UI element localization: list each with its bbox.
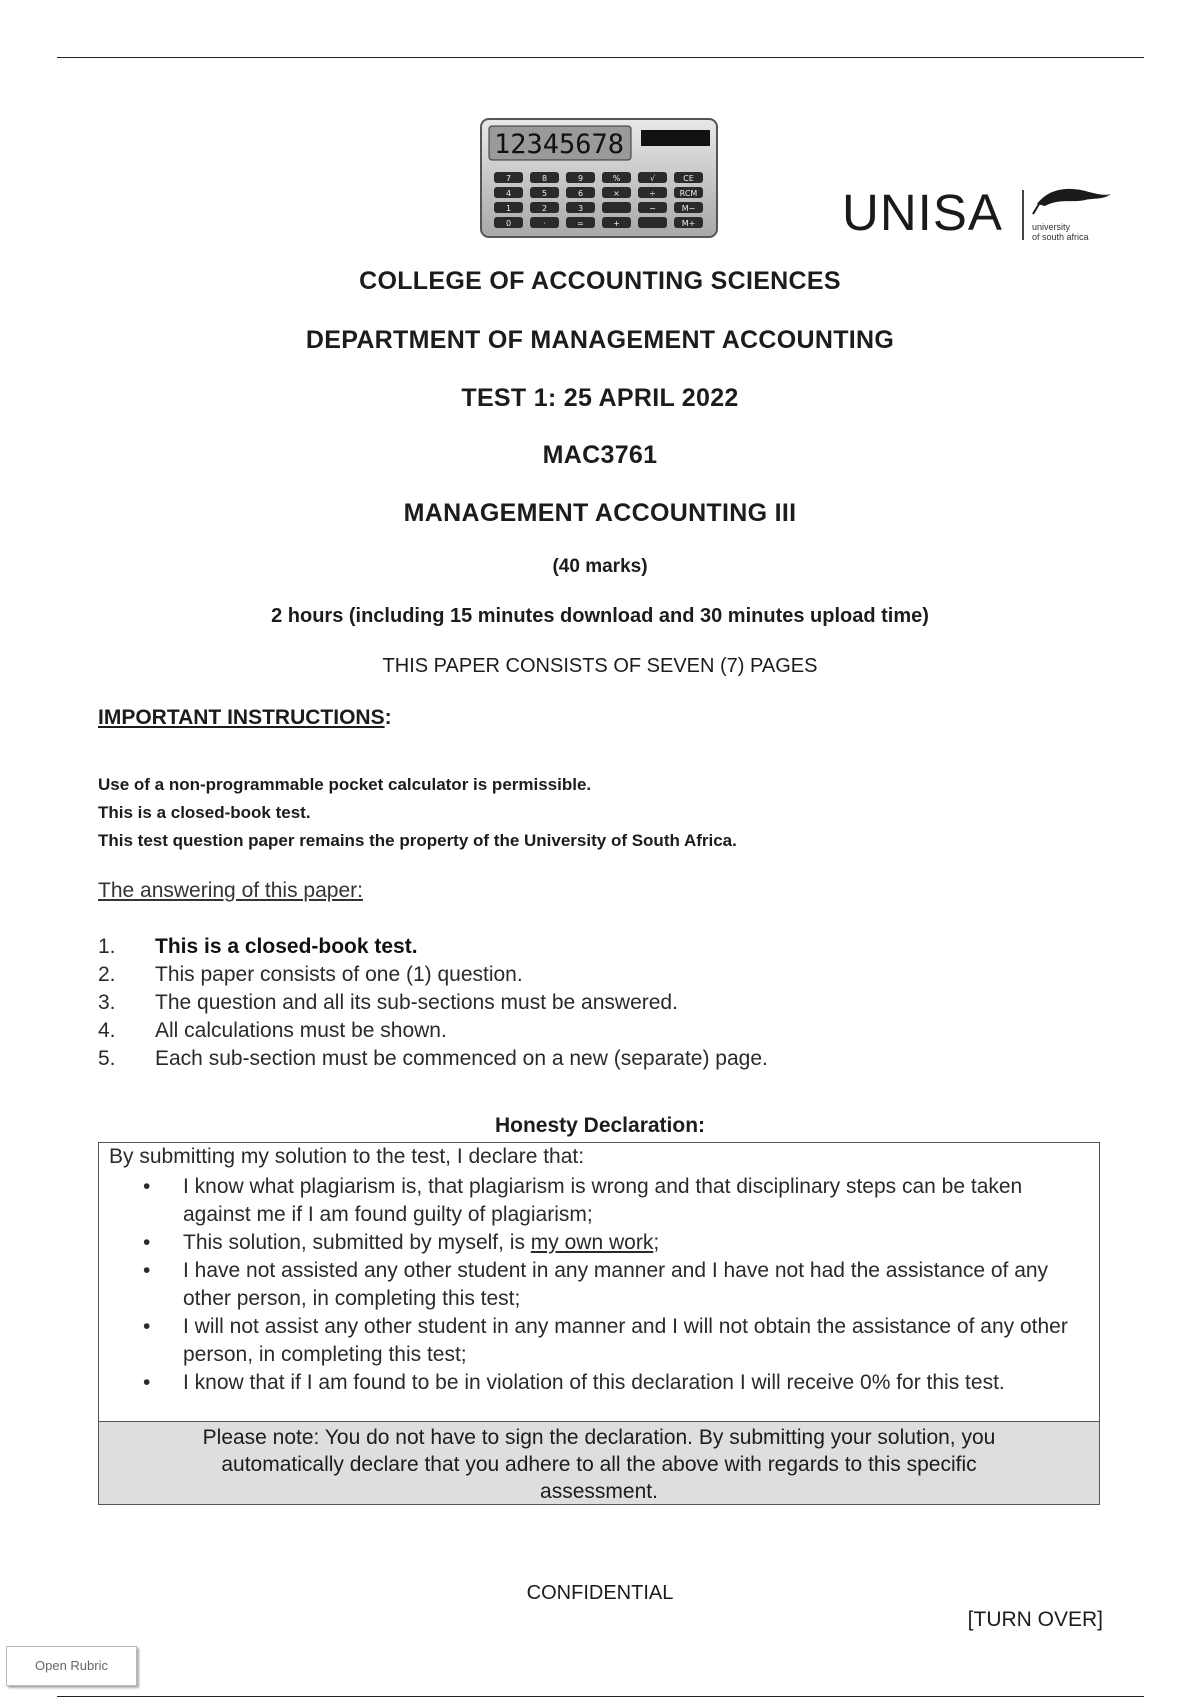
calculator-display: 12345678 [494, 129, 625, 160]
note-line: Please note: You do not have to sign the declaration. By submitting your solution, you [202, 1426, 996, 1449]
calculator-key-label: 7 [505, 174, 512, 183]
department-heading: DEPARTMENT OF MANAGEMENT ACCOUNTING [305, 326, 895, 354]
list-item [98, 989, 768, 1017]
instructions-title-text: IMPORTANT INSTRUCTIONS [98, 706, 385, 729]
instructions-title [98, 706, 392, 730]
instruction-notes [98, 771, 737, 855]
note-item: This is a closed-book test. [98, 803, 311, 822]
declaration-text [183, 1229, 1081, 1257]
unisa-bird-icon [1029, 182, 1113, 216]
turn-over-label: [TURN OVER] [967, 1608, 1103, 1631]
list-number: 4. [98, 1019, 116, 1042]
calculator-key-label: CE [683, 174, 694, 183]
note-item: This test question paper remains the property of the University of South Africa. [98, 831, 737, 850]
answering-heading: The answering of this paper: [98, 879, 363, 902]
list-text: All calculations must be shown. [155, 1019, 447, 1042]
note-line: assessment. [540, 1480, 658, 1503]
bullet: • [143, 1371, 151, 1394]
calculator-key [638, 217, 667, 228]
declaration-text: I have not assisted any other student in any manner and I have not had the assistance of any other person, in completing this test; [183, 1259, 1049, 1310]
logo-divider [1022, 190, 1024, 240]
calculator-key-label: RCM [679, 189, 698, 198]
module-code: MAC3761 [542, 441, 658, 469]
instructions-title-colon: : [384, 706, 392, 729]
calculator-image [480, 118, 718, 238]
module-name: MANAGEMENT ACCOUNTING III [403, 499, 797, 527]
test-date-heading: TEST 1: 25 APRIL 2022 [461, 384, 739, 412]
logo-subtitle [1032, 222, 1089, 242]
numbered-instructions [98, 933, 768, 1073]
calculator-key-label: M+ [681, 219, 696, 228]
list-text: This is a closed-book test. [155, 935, 418, 958]
declaration-item [141, 1257, 1081, 1313]
declaration-title: Honesty Declaration: [494, 1114, 706, 1137]
declaration-note [99, 1421, 1099, 1504]
calculator-key-label: 8 [541, 174, 548, 183]
calculator-key-label: 6 [577, 189, 584, 198]
calculator-key-label: % [612, 174, 621, 183]
list-number: 2. [98, 963, 116, 986]
list-number: 3. [98, 991, 116, 1014]
list-item [98, 933, 768, 961]
calculator-key-label: · [543, 219, 546, 228]
bullet: • [143, 1231, 151, 1254]
list-item [98, 1017, 768, 1045]
calculator-key-label: ÷ [649, 189, 656, 198]
list-number: 5. [98, 1047, 116, 1070]
open-rubric-button[interactable]: Open Rubric [6, 1646, 137, 1686]
college-heading: COLLEGE OF ACCOUNTING SCIENCES [359, 267, 841, 295]
bottom-rule [57, 1696, 1144, 1697]
calculator-key-label: M− [681, 204, 696, 213]
calculator-key-label: 0 [505, 219, 512, 228]
declaration-item [141, 1369, 1081, 1397]
calculator-key [602, 202, 631, 213]
calculator-key-label: − [649, 204, 656, 213]
unisa-logo [842, 182, 1114, 248]
bullet: • [143, 1175, 151, 1198]
declaration-box [98, 1142, 1100, 1505]
declaration-text: I will not assist any other student in any manner and I will not obtain the assistance of any other person, in completing this test; [183, 1315, 1068, 1366]
calculator-key-label: 4 [505, 189, 512, 198]
declaration-text: I know what plagiarism is, that plagiarism is wrong and that disciplinary steps can be taken against me if I am found guilty of plagiarism; [183, 1175, 1023, 1226]
list-text: The question and all its sub-sections must be answered. [155, 991, 678, 1014]
note-item: Use of a non-programmable pocket calculator is permissible. [98, 775, 592, 794]
calculator-key-label: = [577, 219, 584, 228]
top-rule [57, 57, 1144, 58]
declaration-text-suffix: ; [653, 1231, 660, 1254]
total-marks: (40 marks) [552, 556, 648, 577]
list-text: This paper consists of one (1) question. [155, 963, 523, 986]
logo-wordmark: UNISA [842, 184, 1003, 241]
declaration-list [141, 1173, 1081, 1397]
logo-sub-line1: university [1032, 222, 1071, 232]
bullet: • [143, 1259, 151, 1282]
declaration-text-part: This solution, submitted by myself, is [183, 1231, 531, 1254]
declaration-item [141, 1229, 1081, 1257]
calculator-key-label: √ [649, 174, 656, 183]
declaration-intro: By submitting my solution to the test, I declare that: [109, 1145, 585, 1168]
list-text: Each sub-section must be commenced on a new (separate) page. [155, 1047, 768, 1070]
logo-sub-line2: of south africa [1032, 232, 1089, 242]
list-number: 1. [98, 935, 116, 958]
calculator-key-label: 1 [505, 204, 512, 213]
own-work-underlined: my own work [530, 1231, 654, 1254]
note-line: automatically declare that you adhere to all the above with regards to this specific [221, 1453, 977, 1476]
duration: 2 hours (including 15 minutes download and 30 minutes upload time) [271, 605, 929, 627]
calculator-key-label: 9 [577, 174, 584, 183]
declaration-item [141, 1173, 1081, 1229]
calculator-key-label: 3 [577, 204, 584, 213]
bullet: • [143, 1315, 151, 1338]
calculator-key-label: 2 [541, 204, 548, 213]
declaration-text: I know that if I am found to be in violation of this declaration I will receive 0% for this test. [183, 1371, 1005, 1394]
list-item [98, 961, 768, 989]
declaration-item [141, 1313, 1081, 1369]
calculator-key-label: + [613, 219, 620, 228]
calculator-key-label: 5 [541, 189, 548, 198]
confidential-label: CONFIDENTIAL [526, 1582, 674, 1604]
list-item [98, 1045, 768, 1073]
page-count: THIS PAPER CONSISTS OF SEVEN (7) PAGES [382, 655, 818, 677]
calculator-key-label: × [613, 189, 620, 198]
